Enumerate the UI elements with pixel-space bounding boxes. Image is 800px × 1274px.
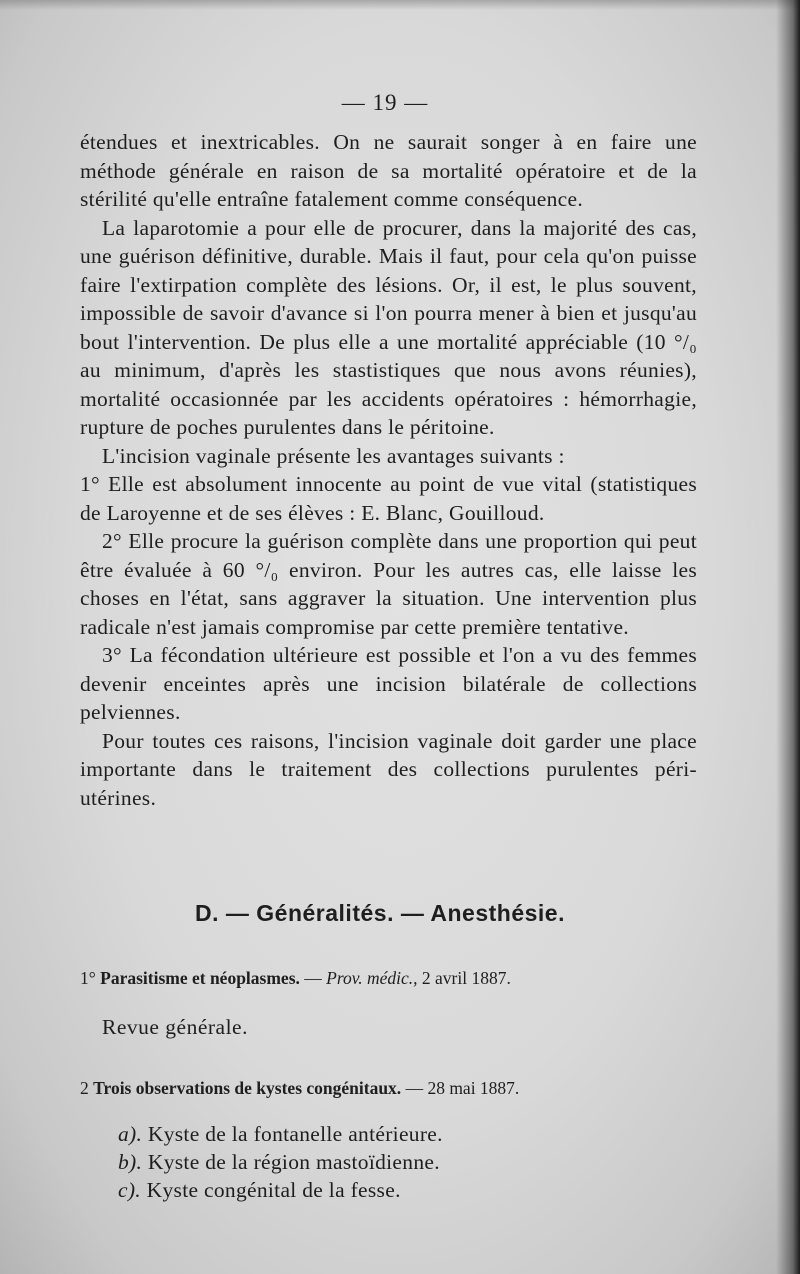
- reference-separator: —: [405, 1078, 424, 1098]
- reference-separator: —: [304, 968, 322, 988]
- paragraph: étendues et inextricables. On ne saurait songer à en faire une méthode générale en raison de sa mortalité opératoire et de la stérilité qu'elle entraîne fatalement comme conséquence.: [80, 130, 697, 211]
- sub-item-letter: a).: [118, 1122, 143, 1146]
- sub-item-text: Kyste de la région mastoïdienne.: [147, 1150, 440, 1174]
- reference-date: 28 mai 1887.: [427, 1078, 520, 1098]
- paragraph: La laparotomie a pour elle de procurer, dans la majorité des cas, une guérison définitive, durable. Mais il faut, pour cela qu'on puisse faire l'extirpation complète des lésions. Or, il est, le plus souvent, impossible de savoir d'avance si l'on pourra mener à bien et jusqu'au bout l'intervention. De plus elle a une mortalité appréciable (10 °/₀ au minimum, d'après les stastistiques que nous avons réunies), mortalité occasionnée par les accidents opératoires : hémorrhagie, rupture de poches purulentes dans le péritoine.: [80, 215, 697, 439]
- sub-item-letter: b).: [118, 1150, 143, 1174]
- paragraph: L'incision vaginale présente les avantages suivants :: [102, 443, 565, 468]
- reference-entry: [80, 968, 720, 989]
- sub-item-text: Kyste de la fontanelle antérieure.: [147, 1122, 443, 1146]
- reference-title: Parasitisme et néoplasmes.: [100, 968, 300, 988]
- scan-shadow-top: [0, 0, 800, 10]
- body-text: [80, 128, 697, 812]
- paragraph-list-item: 1° Elle est absolument innocente au point de vue vital (statistiques de Laroyenne et de ses élèves : E. Blanc, Gouilloud.: [80, 472, 697, 525]
- reference-journal: Prov. médic.,: [326, 968, 418, 988]
- sub-item: [118, 1148, 443, 1176]
- paragraph-list-item: 2° Elle procure la guérison complète dans une proportion qui peut être évaluée à 60 °/₀ environ. Pour les autres cas, elle laisse les choses en l'état, sans aggraver la situation. Une intervention plus radicale n'est jamais compromise par cette première tentative.: [80, 529, 697, 639]
- paragraph-list-item: 3° La fécondation ultérieure est possible et l'on a vu des femmes devenir enceintes après une incision bilatérale de collections pelviennes.: [80, 643, 697, 724]
- page-number: — 19 —: [341, 90, 429, 115]
- reference-entry: [80, 1078, 720, 1099]
- reference-note: Revue générale.: [102, 1015, 248, 1039]
- sub-item: [118, 1176, 443, 1204]
- reference-number: 2: [80, 1078, 89, 1098]
- section-heading: D. — Généralités. — Anesthésie.: [195, 900, 565, 926]
- sub-item-list: [118, 1120, 443, 1204]
- reference-date: 2 avril 1887.: [421, 968, 511, 988]
- reference-title: Trois observations de kystes congénitaux.: [93, 1078, 402, 1098]
- scan-shadow-right: [776, 0, 800, 1274]
- sub-item-text: Kyste congénital de la fesse.: [146, 1178, 401, 1202]
- sub-item-letter: c).: [118, 1178, 141, 1202]
- paragraph: Pour toutes ces raisons, l'incision vaginale doit garder une place importante dans le traitement des collections purulentes péri-utérines.: [80, 728, 697, 810]
- sub-item: [118, 1120, 443, 1148]
- reference-number: 1°: [80, 968, 96, 988]
